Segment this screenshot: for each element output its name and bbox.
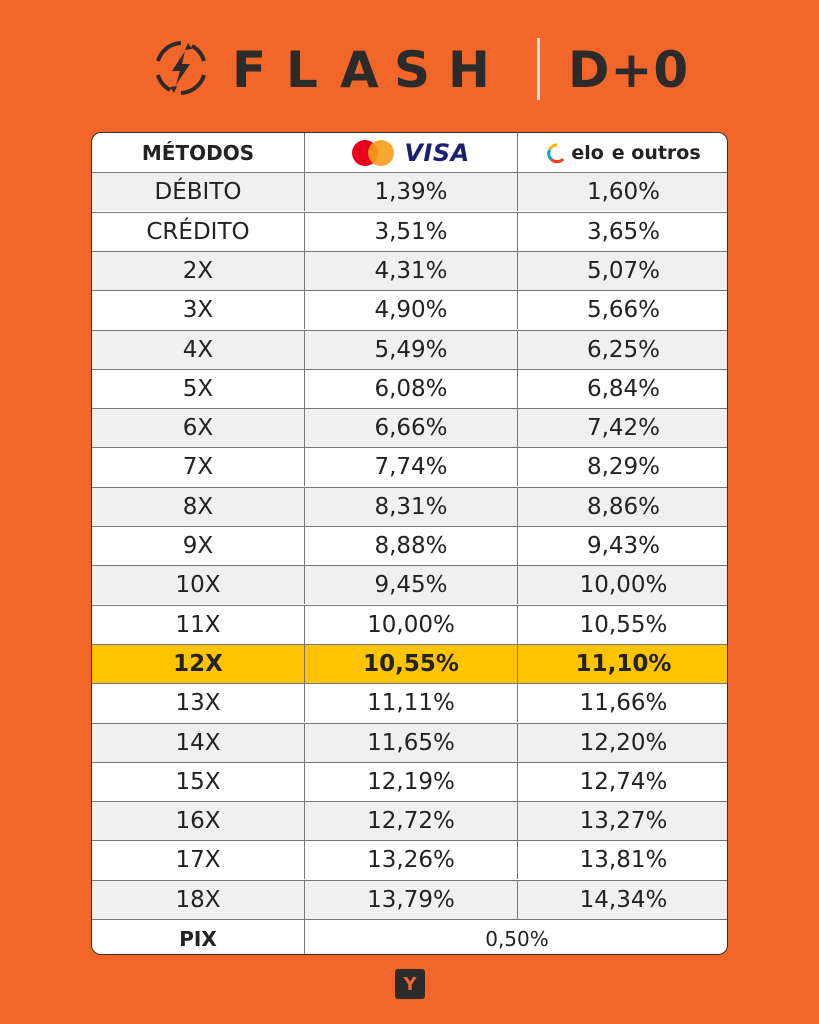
mastercard-visa-rate-cell: 1,39% (304, 173, 517, 211)
elo-rate-cell: 12,74% (517, 763, 728, 801)
method-cell: 12X (173, 650, 223, 677)
table-row (92, 330, 727, 369)
table-row (92, 447, 727, 486)
elo-rate-cell: 5,07% (517, 252, 728, 290)
mastercard-visa-rate-cell: 11,65% (304, 724, 517, 762)
elo-rate-cell: 5,66% (517, 291, 728, 329)
method-cell: 15X (175, 768, 221, 795)
mastercard-visa-rate-cell: 10,00% (304, 606, 517, 644)
method-cell: 5X (182, 375, 214, 402)
mastercard-visa-rate-cell: 4,90% (304, 291, 517, 329)
header (0, 34, 819, 102)
table-row (92, 840, 727, 879)
elo-rate-cell: 6,84% (517, 370, 728, 408)
mastercard-visa-rate-cell: 10,55% (304, 645, 517, 683)
lightning-cycle-icon (152, 39, 210, 97)
rates-table (91, 132, 728, 955)
elo-rate-cell: 12,20% (517, 724, 728, 762)
mastercard-visa-rate-cell: 8,31% (304, 488, 517, 526)
others-label: e outros (611, 141, 701, 164)
table-row (92, 565, 727, 604)
mastercard-visa-rate-cell: 9,45% (304, 566, 517, 604)
method-cell: 14X (175, 729, 221, 756)
brand-letter: S (394, 41, 431, 99)
elo-rate-cell: 11,10% (517, 645, 728, 683)
table-row (92, 526, 727, 565)
table-row (92, 212, 727, 251)
methods-header: MÉTODOS (141, 140, 255, 165)
elo-logo-icon (546, 142, 568, 164)
elo-rate-cell: 10,55% (517, 606, 728, 644)
mastercard-visa-rate-cell: 3,51% (304, 213, 517, 251)
mastercard-visa-rate-cell: 12,19% (304, 763, 517, 801)
mastercard-visa-rate-cell: 12,72% (304, 802, 517, 840)
table-row (92, 369, 727, 408)
table-row (92, 172, 727, 211)
method-cell: 18X (175, 886, 221, 913)
mastercard-visa-rate-cell: 6,08% (304, 370, 517, 408)
elo-rate-cell: 1,60% (517, 173, 728, 211)
method-cell: CRÉDITO (146, 218, 250, 245)
pix-rate-cell: 0,50% (304, 920, 728, 955)
elo-header (517, 133, 728, 172)
elo-rate-cell: 7,42% (517, 409, 728, 447)
table-row (92, 487, 727, 526)
table-row (92, 880, 727, 919)
elo-rate-cell: 9,43% (517, 527, 728, 565)
mastercard-visa-rate-cell: 13,26% (304, 841, 517, 879)
visa-logo: VISA (404, 138, 470, 167)
table-row (92, 723, 727, 762)
mastercard-visa-rate-cell: 11,11% (304, 684, 517, 722)
mastercard-visa-rate-cell: 4,31% (304, 252, 517, 290)
method-cell: 9X (182, 533, 214, 559)
elo-rate-cell: 13,81% (517, 841, 728, 879)
method-cell: 7X (182, 454, 214, 481)
elo-rate-cell: 6,25% (517, 331, 728, 369)
brand-letter: A (340, 41, 379, 99)
settlement-label: D+0 (568, 41, 690, 99)
mastercard-visa-rate-cell: 13,79% (304, 881, 517, 919)
brand-letter: H (448, 41, 490, 99)
elo-rate-cell: 13,27% (517, 802, 728, 840)
method-cell: 3X (182, 297, 214, 324)
mastercard-visa-rate-cell: 7,74% (304, 448, 517, 486)
elo-rate-cell: 10,00% (517, 566, 728, 604)
mastercard-visa-rate-cell: 8,88% (304, 527, 517, 565)
table-row (92, 762, 727, 801)
pix-method-cell: PIX (179, 927, 217, 951)
table-row (92, 290, 727, 329)
table-header-row (92, 133, 727, 172)
method-cell: DÉBITO (154, 179, 242, 206)
method-cell: 10X (175, 572, 221, 599)
method-cell: 13X (175, 690, 221, 717)
table-row (92, 683, 727, 722)
elo-logo-text: elo (571, 141, 604, 164)
mastercard-logo (352, 140, 396, 166)
footer-logo: Y (395, 969, 425, 999)
method-cell: 11X (175, 611, 221, 638)
elo-rate-cell: 14,34% (517, 881, 728, 919)
brand-name (232, 40, 502, 100)
table-row (92, 605, 727, 644)
pix-row (92, 919, 727, 955)
method-cell: 4X (182, 336, 214, 363)
mastercard-visa-rate-cell: 5,49% (304, 331, 517, 369)
brand-letter: F (232, 41, 267, 99)
brand-letter: L (286, 41, 318, 99)
elo-rate-cell: 3,65% (517, 213, 728, 251)
method-cell: 2X (182, 257, 214, 284)
method-cell: 16X (175, 808, 221, 835)
method-cell: 17X (175, 847, 221, 874)
mastercard-visa-header (304, 133, 517, 172)
method-cell: 8X (182, 493, 214, 520)
table-row (92, 801, 727, 840)
header-divider (537, 38, 540, 100)
mastercard-visa-rate-cell: 6,66% (304, 409, 517, 447)
elo-rate-cell: 8,86% (517, 488, 728, 526)
table-row (92, 408, 727, 447)
elo-rate-cell: 11,66% (517, 684, 728, 722)
method-cell: 6X (182, 415, 214, 442)
elo-rate-cell: 8,29% (517, 448, 728, 486)
table-row (92, 251, 727, 290)
table-row (92, 644, 727, 683)
